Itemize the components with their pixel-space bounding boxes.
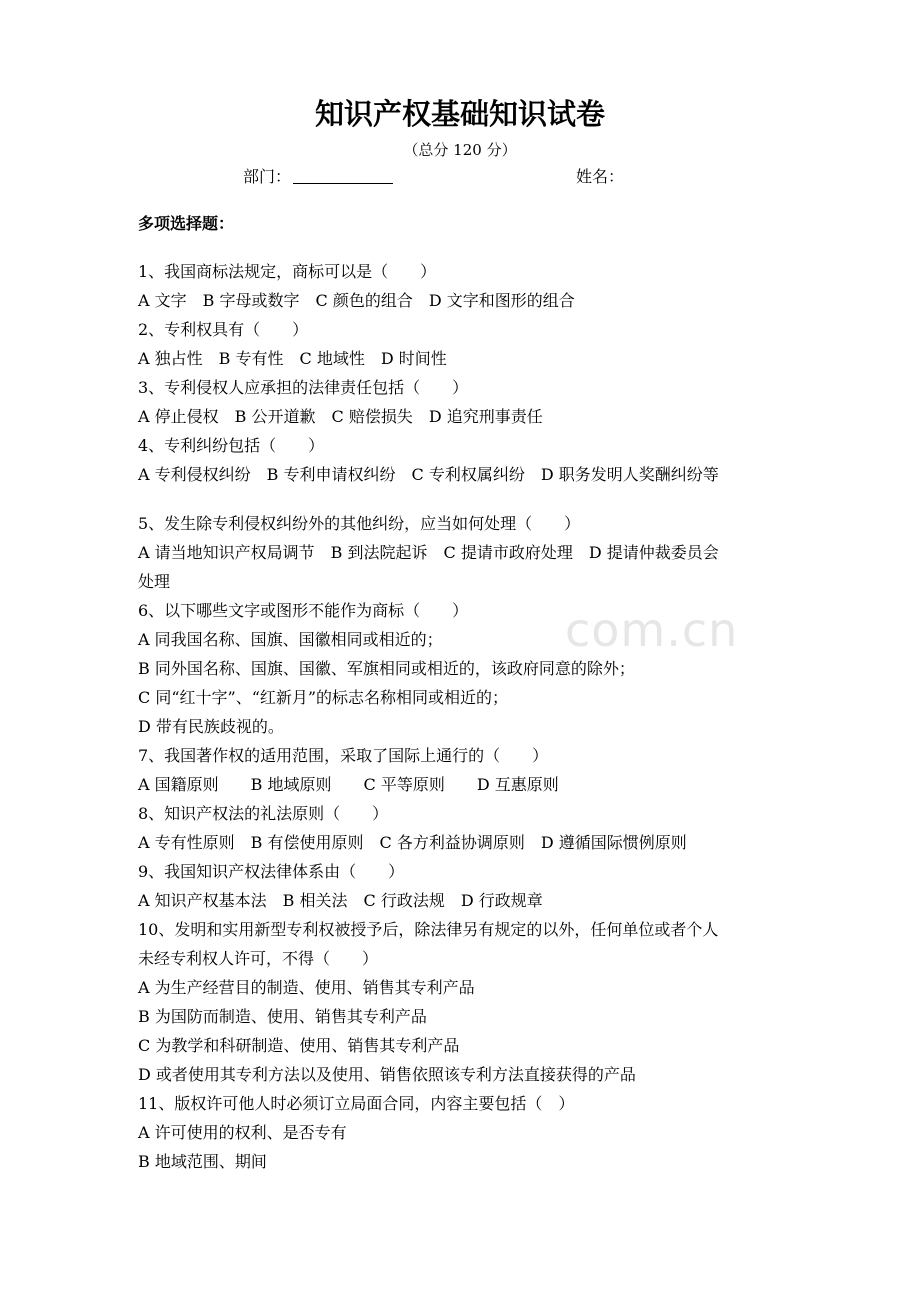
question-option: A 文字 B 字母或数字 C 颜色的组合 D 文字和图形的组合 (138, 291, 575, 310)
question (138, 741, 810, 799)
name-label: 姓名： (576, 167, 625, 186)
question (138, 596, 810, 741)
question-text: 1、我国商标法规定，商标可以是（ ） (138, 262, 437, 281)
question-text: 10、发明和实用新型专利权被授予后，除法律另有规定的以外，任何单位或者个人 (138, 920, 719, 939)
question (138, 315, 810, 373)
question (138, 857, 810, 915)
question-option: B 为国防而制造、使用、销售其专利产品 (138, 1007, 427, 1026)
question-option: D 或者使用其专利方法以及使用、销售依照该专利方法直接获得的产品 (138, 1065, 636, 1084)
page-title: 知识产权基础知识试卷 (314, 97, 605, 131)
question (138, 1089, 810, 1176)
question-text: 7、我国著作权的适用范围，采取了国际上通行的（ ） (138, 746, 549, 765)
question-list (138, 257, 810, 1176)
question-option: B 同外国名称、国旗、国徽、军旗相同或相近的，该政府同意的除外； (138, 659, 635, 678)
question-option: A 独占性 B 专有性 C 地域性 D 时间性 (138, 349, 447, 368)
question-option: A 知识产权基本法 B 相关法 C 行政法规 D 行政规章 (138, 891, 543, 910)
total-score: （总分 120 分） (403, 141, 517, 159)
question-option: A 国籍原则 B 地域原则 C 平等原则 D 互惠原则 (138, 775, 559, 794)
question-text: 5、发生除专利侵权纠纷外的其他纠纷，应当如何处理（ ） (138, 514, 581, 533)
department-field (243, 164, 393, 190)
question-option: D 带有民族歧视的。 (138, 717, 284, 736)
info-row (0, 164, 920, 190)
question (138, 509, 810, 596)
question (138, 257, 810, 315)
question-text: 9、我国知识产权法律体系由（ ） (138, 862, 405, 881)
question-option: C 同“红十字”、“红新月”的标志名称相同或相近的； (138, 688, 509, 707)
question-option: A 同我国名称、国旗、国徽相同或相近的； (138, 630, 443, 649)
question-text: 3、专利侵权人应承担的法律责任包括（ ） (138, 378, 469, 397)
question (138, 915, 810, 1089)
section-title: 多项选择题： (138, 214, 235, 233)
question-option: A 请当地知识产权局调节 B 到法院起诉 C 提请市政府处理 D 提请仲裁委员会 (138, 543, 719, 562)
spacer (138, 489, 810, 509)
question (138, 431, 810, 489)
question-text: 8、知识产权法的礼法原则（ ） (138, 804, 389, 823)
question (138, 373, 810, 431)
question-text: 2、专利权具有（ ） (138, 320, 309, 339)
question-text: 11、版权许可他人时必须订立局面合同，内容主要包括（ ） (138, 1094, 575, 1113)
question-option: B 地域范围、期间 (138, 1152, 267, 1171)
question-option: A 专有性原则 B 有偿使用原则 C 各方利益协调原则 D 遵循国际惯例原则 (138, 833, 687, 852)
question (138, 799, 810, 857)
department-label: 部门： (243, 167, 292, 186)
question-option: 处理 (138, 572, 171, 591)
question-option: A 许可使用的权利、是否专有 (138, 1123, 347, 1142)
question-option: A 停止侵权 B 公开道歉 C 赔偿损失 D 追究刑事责任 (138, 407, 543, 426)
question-option: A 为生产经营目的制造、使用、销售其专利产品 (138, 978, 475, 997)
watermark: com.cn (565, 603, 739, 657)
question-text: 4、专利纠纷包括（ ） (138, 436, 325, 455)
department-blank[interactable] (293, 165, 393, 184)
question-text: 6、以下哪些文字或图形不能作为商标（ ） (138, 601, 469, 620)
question-option: 未经专利权人许可，不得（ ） (138, 949, 379, 968)
question-option: C 为教学和科研制造、使用、销售其专利产品 (138, 1036, 460, 1055)
question-option: A 专利侵权纠纷 B 专利申请权纠纷 C 专利权属纠纷 D 职务发明人奖酬纠纷等 (138, 465, 719, 484)
